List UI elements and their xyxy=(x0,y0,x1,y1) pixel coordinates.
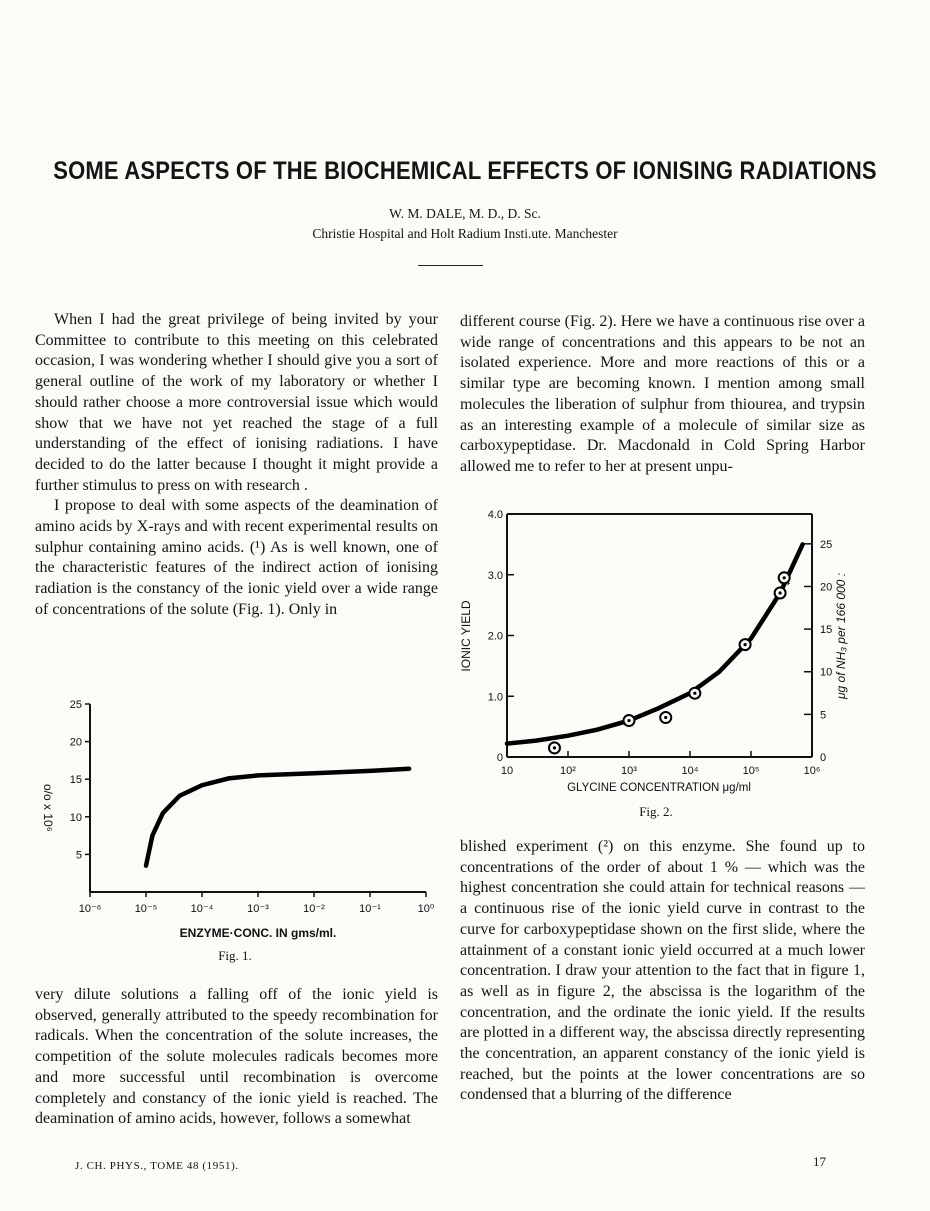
page-number: 17 xyxy=(813,1154,826,1169)
fig1-ytick-label: 10 xyxy=(69,811,82,824)
fig2-y2label: μg of NH₃ per 166 000 : xyxy=(834,572,848,700)
fig1-ytick-label: 5 xyxy=(75,849,82,862)
fig1-curve xyxy=(146,769,409,866)
fig2-y2tick-label: 25 xyxy=(820,538,833,551)
fig2-data-point-dot xyxy=(779,591,782,594)
fig2-data-point-dot xyxy=(693,692,696,695)
fig1-xtick-label: 10⁻¹ xyxy=(359,903,381,915)
fig2-y2tick-label: 10 xyxy=(820,666,833,679)
fig1-xtick-label: 10⁻⁴ xyxy=(190,903,214,915)
fig2-xtick-label: 10⁴ xyxy=(681,765,699,777)
fig1-xtick-label: 10⁻² xyxy=(303,903,325,915)
fig2-caption: Fig. 2. xyxy=(639,804,673,819)
fig1-xlabel: ENZYME·CONC. IN gms/ml. xyxy=(179,926,337,940)
figure-1-chart xyxy=(30,694,450,944)
right-column-bottom xyxy=(460,837,865,1106)
fig2-axes xyxy=(507,514,812,757)
fig2-xtick-label: 10³ xyxy=(621,765,637,777)
fig2-xtick-label: 10⁵ xyxy=(742,765,760,777)
figure-2-chart xyxy=(455,500,855,800)
fig2-arrow: → xyxy=(777,573,793,590)
fig2-y2tick-label: 0 xyxy=(820,752,827,764)
fig1-xtick-label: 10⁰ xyxy=(417,903,435,915)
fig2-xtick-label: 10⁶ xyxy=(803,765,821,777)
fig1-ytick-label: 25 xyxy=(69,699,82,711)
fig1-ylabel: o/o x 10⁶ xyxy=(41,784,55,832)
fig2-curve xyxy=(507,544,803,743)
fig2-ytick-label: 3.0 xyxy=(487,569,503,582)
paragraph-different-course: different course (Fig. 2). Here we have a continuous rise over a wide range of concentrations and this appears to be not an isolated experience. More and more reactions of this or a similar type are becoming known. I mention among small molecules the liberation of sulphur from thiourea, and trypsin as an interesting example of a molecule of similar size as carboxypeptidase. Dr. Macdonald in Cold Spring Harbor allowed me to refer to her at present unpu- xyxy=(460,313,865,475)
right-column-top xyxy=(460,312,865,478)
left-column-top xyxy=(35,310,438,621)
fig1-axes xyxy=(90,704,426,892)
paragraph-unpublished: blished experiment (²) on this enzyme. She found up to concentrations of the order of about 1 % — which was the highest concentration she could attain for technical reasons — a continuous rise of the ionic yield curve in contrast to the curve for carboxypeptidase shown on the first slide, where the attainment of a constant ionic yield occurred at a much lower concentration. I draw your attention to the fact that in figure 1, as well as in figure 2, the abscissa is the logarithm of the concentration, and the ordinate the ionic yield. If the results are plotted in a different way, the abscissa directly representing the concentration, an apparent constancy of the ionic yield is reached, but the points at the lower concentrations are so condensed that a blurring of the difference xyxy=(460,838,865,1104)
fig2-data-point-dot xyxy=(627,719,630,722)
fig1-ytick-label: 20 xyxy=(69,736,82,749)
affiliation-line: Christie Hospital and Holt Radium Insti.ute. Manchester xyxy=(312,226,618,241)
footer-journal: J. CH. PHYS., TOME 48 (1951). xyxy=(75,1160,239,1172)
fig2-ytick-label: 0 xyxy=(496,752,503,764)
fig2-data-point-dot xyxy=(743,643,746,646)
fig2-xlabel: GLYCINE CONCENTRATION μg/ml xyxy=(567,782,751,794)
fig1-xtick-label: 10⁻⁵ xyxy=(134,903,158,915)
paragraph-intro: When I had the great privilege of being invited by your Committee to contribute to this meeting on this celebrated occasion, I was wondering whether I should give you a sort of general outline of the work of my laboratory or whether I should rather choose a more controversial issue which would show that we have not yet reached the stage of a full understanding of the effect of ionising radiations. I have decided to do the latter because I thought it might provide a further stimulus to press on with research . xyxy=(35,311,438,494)
paragraph-dilute: very dilute solutions a falling off of the ionic yield is observed, generally attributed to the speedy recombination for radicals. When the concentration of the solute increases, the competition of the solute molecules radicals becomes more and more successful until recombination is overcome completely and constancy of the ionic yield is reached. The deamination of amino acids, however, follows a somewhat xyxy=(35,986,438,1128)
fig2-ytick-label: 2.0 xyxy=(487,630,503,643)
paper-title: SOME ASPECTS OF THE BIOCHEMICAL EFFECTS OF IONISING RADIATIONS xyxy=(53,156,877,185)
title-divider xyxy=(418,265,483,266)
fig2-y2tick-label: 5 xyxy=(820,709,827,722)
fig1-xtick-label: 10⁻⁶ xyxy=(78,903,102,915)
fig1-caption: Fig. 1. xyxy=(218,948,252,963)
fig2-ylabel: IONIC YIELD xyxy=(459,600,473,672)
fig2-xtick-label: 10 xyxy=(500,765,514,777)
fig2-ytick-label: 4.0 xyxy=(487,509,503,521)
fig2-data-point-dot xyxy=(664,716,667,719)
paragraph-deamination: I propose to deal with some aspects of the deamination of amino acids by X-rays and with recent experimental results on sulphur containing amino acids. (¹) As is well known, one of the characteristic features of the indirect action of ionising radiation is the constancy of the ionic yield over a wide range of concentrations of the solute (Fig. 1). Only in xyxy=(35,497,438,618)
fig1-ytick-label: 15 xyxy=(69,774,82,787)
fig2-y2tick-label: 20 xyxy=(820,581,833,594)
author-line: W. M. DALE, M. D., D. Sc. xyxy=(389,206,541,221)
fig1-xtick-label: 10⁻³ xyxy=(247,903,269,915)
left-column-bottom xyxy=(35,985,438,1130)
fig2-data-point-dot xyxy=(553,746,556,749)
fig2-ytick-label: 1.0 xyxy=(487,691,503,704)
fig2-xtick-label: 10² xyxy=(560,765,576,777)
fig2-y2tick-label: 15 xyxy=(820,624,833,637)
